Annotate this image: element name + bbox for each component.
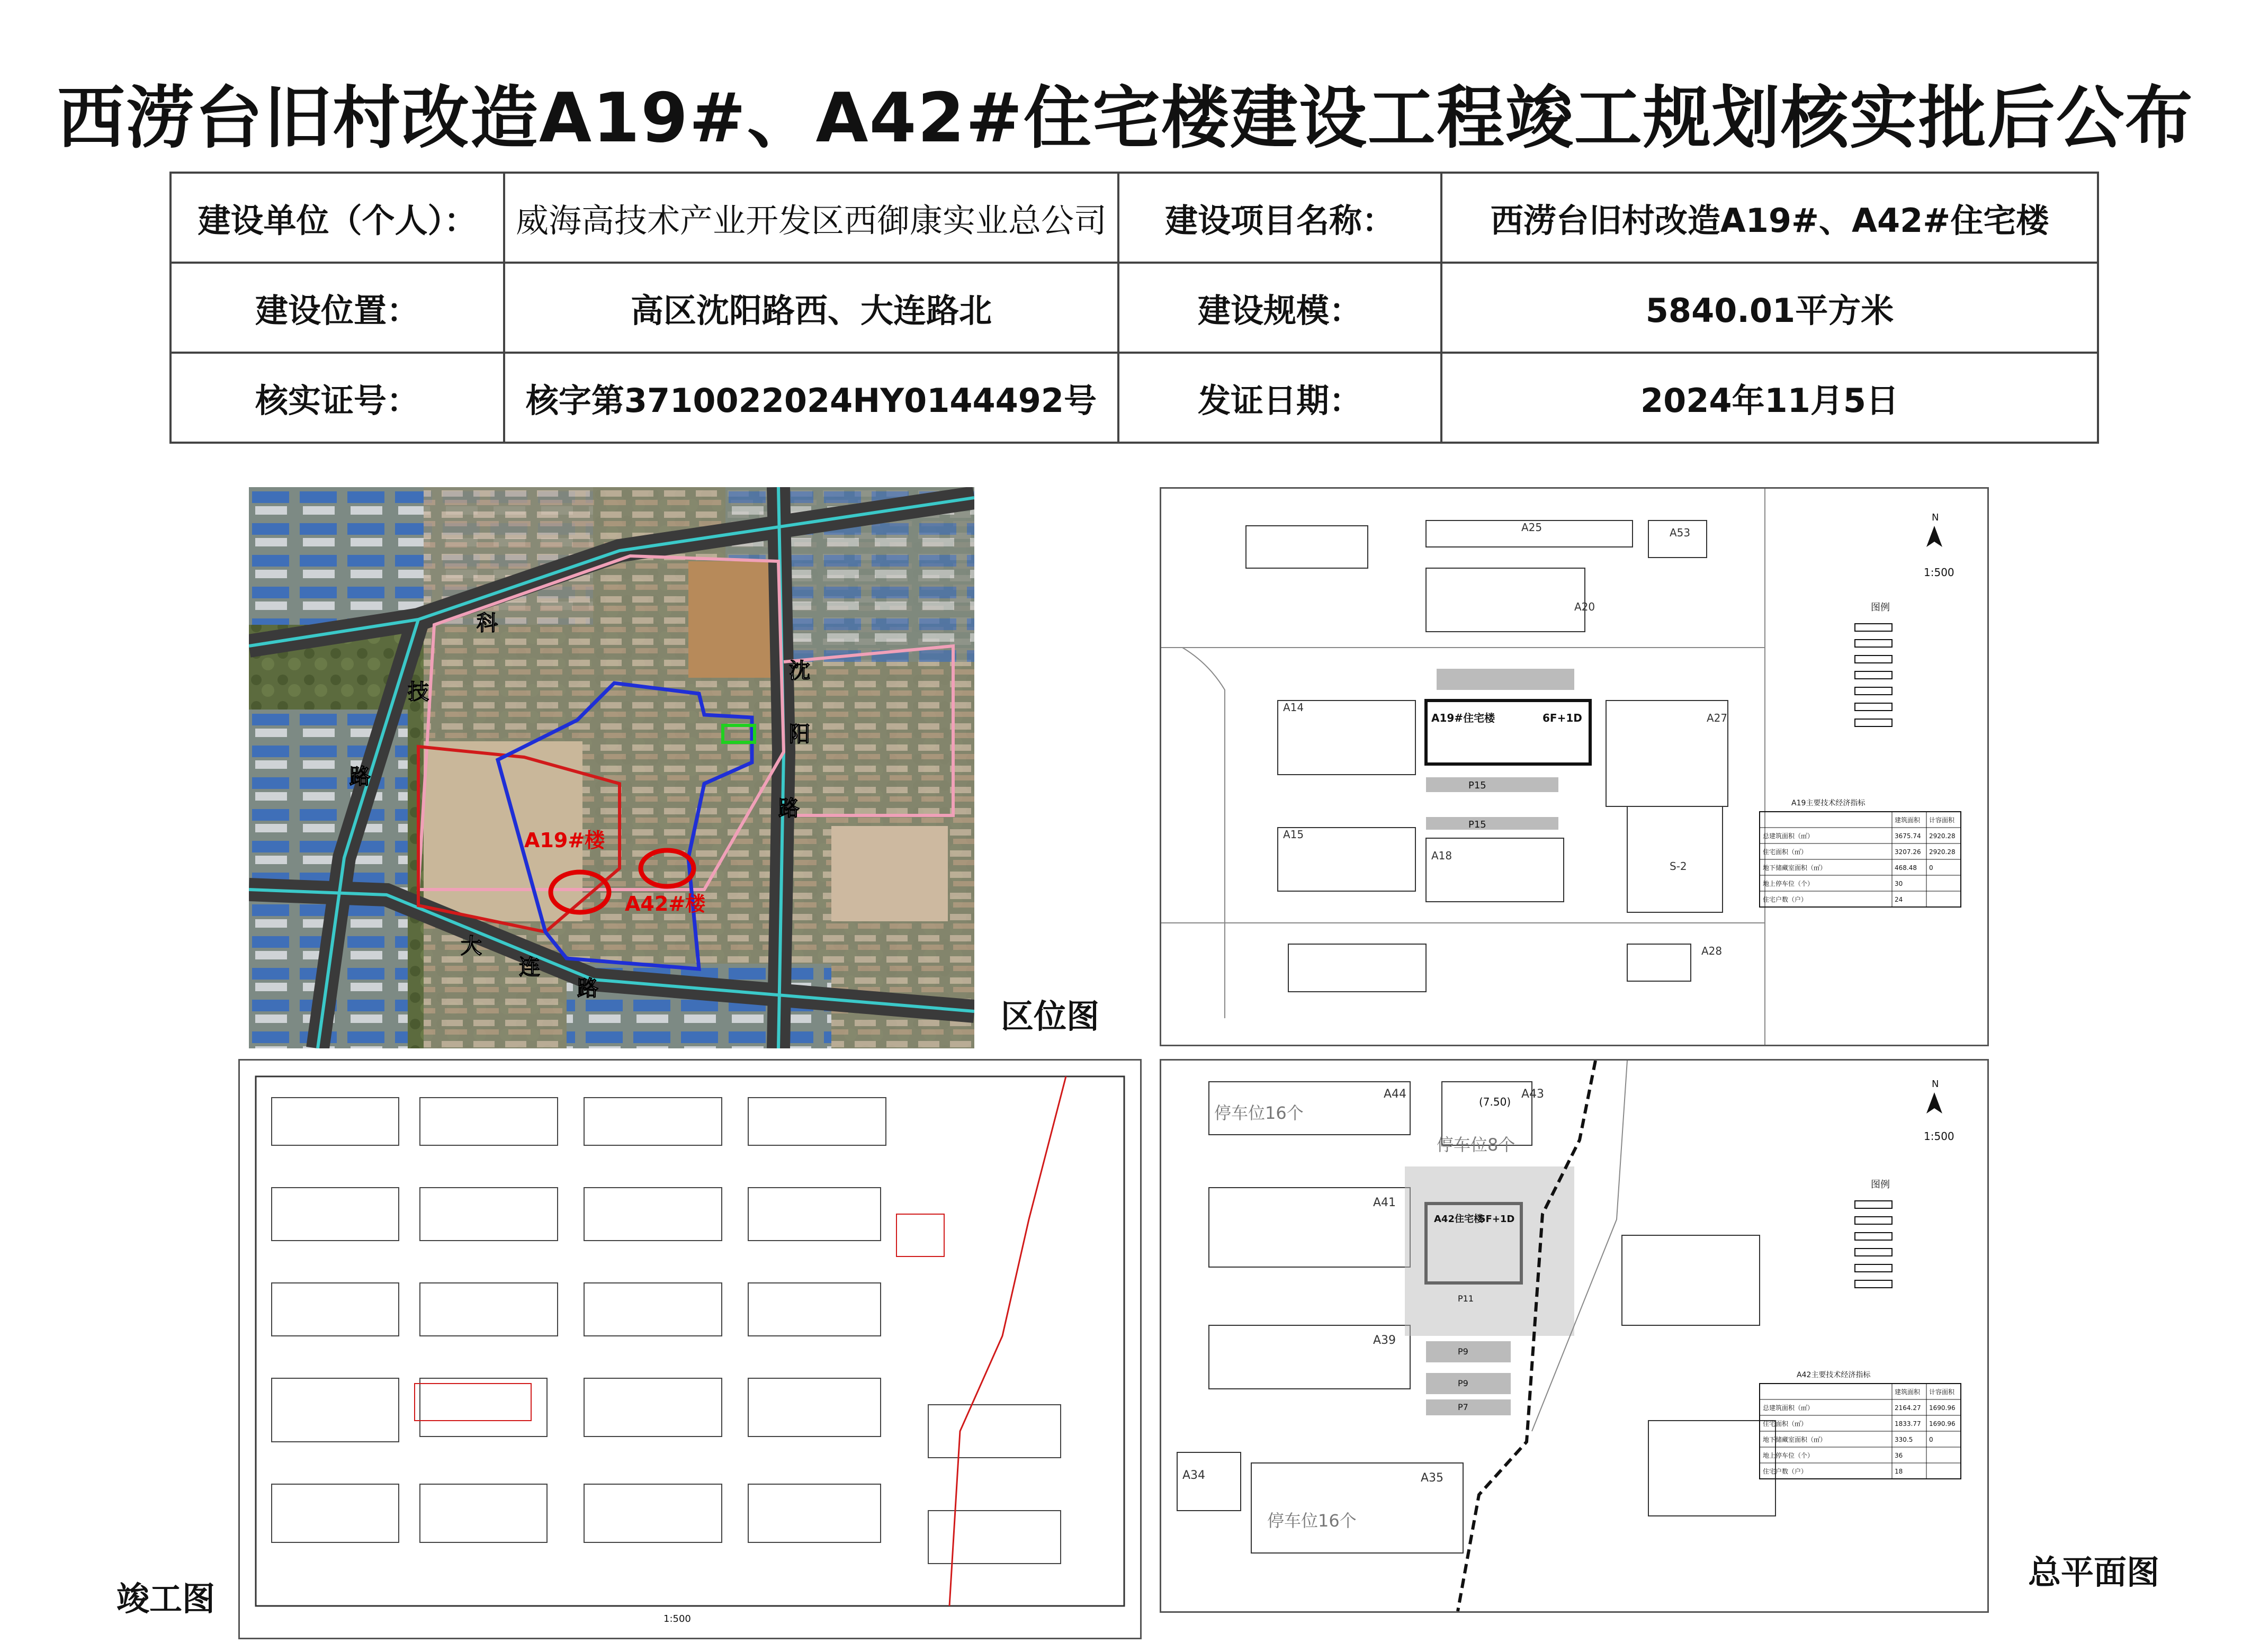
- road-label: 技: [408, 680, 429, 704]
- stats-header: 建筑面积: [1895, 816, 1921, 824]
- site-plan-a19[interactable]: [1160, 487, 1989, 1046]
- stats-header: 计容面积: [1929, 1388, 1955, 1396]
- stats-table: [1760, 798, 1961, 907]
- road-label: 科: [477, 611, 498, 635]
- stats-item: 地下储藏室面积（㎡）: [1763, 864, 1827, 872]
- site-plan-a19-drawing: [1161, 489, 1987, 1045]
- location-map-caption: 区位图: [1001, 997, 1100, 1036]
- legend-swatches: [1855, 1201, 1892, 1288]
- stats-value: 1690.96: [1929, 1404, 1956, 1412]
- info-value: 2024年11月5日: [1441, 353, 2098, 443]
- north-label: N: [1932, 512, 1939, 523]
- location-map-image: [249, 487, 974, 1048]
- parking-text: 停车位16个: [1267, 1511, 1357, 1531]
- stats-item: 地下储藏室面积（㎡）: [1763, 1436, 1827, 1443]
- road-label: 连: [519, 955, 540, 980]
- info-row: [171, 263, 2098, 353]
- scale-label: 1:500: [1924, 566, 1954, 579]
- stats-item: 地上停车位（个）: [1763, 880, 1814, 887]
- stats-item: 总建筑面积（㎡）: [1763, 832, 1814, 840]
- info-value: 西涝台旧村改造A19#、A42#住宅楼: [1441, 173, 2098, 263]
- road-label: 沈: [789, 659, 810, 683]
- stats-value: 1690.96: [1929, 1420, 1956, 1427]
- stats-table: [1760, 1370, 1961, 1479]
- a19-label: A19#楼: [524, 829, 605, 852]
- building-label: A28: [1701, 945, 1723, 957]
- a42-label: A42#楼: [625, 892, 706, 915]
- stats-header: 计容面积: [1929, 816, 1955, 824]
- site-plan-a42[interactable]: [1160, 1059, 1989, 1613]
- stats-title: A19主要技术经济指标: [1791, 799, 1866, 807]
- stats-item: 住宅面积（㎡）: [1763, 848, 1808, 856]
- legend-title: 图例: [1871, 602, 1890, 613]
- info-table: [169, 172, 2099, 444]
- north-arrow-icon: [1926, 1092, 1942, 1114]
- info-value: 高区沈阳路西、大连路北: [504, 263, 1118, 353]
- stats-value: 24: [1895, 896, 1903, 903]
- info-value: 威海高技术产业开发区西御康实业总公司: [504, 173, 1118, 263]
- building-label: A20: [1574, 600, 1595, 613]
- info-value: 核字第3710022024HY0144492号: [504, 353, 1118, 443]
- stats-value: 36: [1895, 1452, 1903, 1459]
- info-label: 建设项目名称：: [1118, 173, 1441, 263]
- stats-value: 2920.28: [1929, 848, 1956, 856]
- site-plan-a42-drawing: [1161, 1061, 1987, 1611]
- elevation-label: (7.50): [1479, 1096, 1511, 1108]
- info-label: 建设位置：: [171, 263, 504, 353]
- road-label: 路: [349, 765, 371, 789]
- info-row: [171, 353, 2098, 443]
- building-label: A18: [1431, 849, 1452, 862]
- stats-header: 建筑面积: [1895, 1388, 1921, 1396]
- stats-item: 住宅户数（户）: [1763, 1468, 1808, 1475]
- scale-label: 1:500: [1924, 1130, 1954, 1143]
- legend-swatches: [1855, 624, 1892, 726]
- highlight-building-label: A42住宅楼: [1434, 1214, 1483, 1225]
- highlight-building-label: A19#住宅楼: [1431, 712, 1495, 724]
- building-label: A25: [1521, 521, 1542, 534]
- parking-label: P9: [1458, 1378, 1468, 1388]
- road-label: 大: [461, 934, 482, 958]
- legend-title: 图例: [1871, 1179, 1890, 1190]
- parking-label: P7: [1458, 1402, 1468, 1412]
- stats-item: 地上停车位（个）: [1763, 1452, 1814, 1459]
- floors-label: 6F+1D: [1542, 712, 1582, 724]
- floors-label: 5F+1D: [1479, 1214, 1515, 1225]
- building-label: A35: [1421, 1471, 1444, 1485]
- stats-item: 住宅户数（户）: [1763, 896, 1808, 903]
- stats-item: 住宅面积（㎡）: [1763, 1420, 1808, 1427]
- building-label: A27: [1707, 712, 1728, 724]
- parking-text: 停车位8个: [1437, 1135, 1515, 1155]
- completion-plan-caption: 竣工图: [116, 1579, 216, 1618]
- parking-label: P15: [1468, 780, 1486, 791]
- stats-value: 330.5: [1895, 1436, 1913, 1443]
- parking-label: P9: [1458, 1346, 1468, 1357]
- building-label: A34: [1182, 1469, 1206, 1482]
- north-label: N: [1932, 1079, 1939, 1090]
- scale-label: 1:500: [663, 1613, 691, 1624]
- info-value: 5840.01平方米: [1441, 263, 2098, 353]
- building-label: S-2: [1670, 860, 1687, 873]
- stats-value: 0: [1929, 1436, 1933, 1443]
- parking-label: P15: [1468, 819, 1486, 830]
- info-label: 核实证号：: [171, 353, 504, 443]
- completion-plan-drawing: [240, 1061, 1140, 1638]
- parking-text: 停车位16个: [1214, 1103, 1304, 1123]
- completion-plan[interactable]: [238, 1059, 1142, 1639]
- parking-label: P11: [1458, 1294, 1474, 1304]
- location-map[interactable]: [249, 487, 974, 1048]
- info-label: 建设单位（个人）：: [171, 173, 504, 263]
- north-arrow-icon: [1926, 526, 1942, 547]
- stats-value: 30: [1895, 880, 1903, 887]
- building-label: A53: [1670, 526, 1691, 539]
- stats-value: 1833.77: [1895, 1420, 1921, 1427]
- road-label: 路: [577, 976, 598, 1001]
- building-label: A14: [1283, 701, 1304, 714]
- stats-value: 3207.26: [1895, 848, 1921, 856]
- page-title: 西涝台旧村改造A19#、A42#住宅楼建设工程竣工规划核实批后公布: [57, 79, 2194, 158]
- building-label: A44: [1384, 1088, 1407, 1101]
- stats-value: 0: [1929, 864, 1933, 872]
- stats-value: 2164.27: [1895, 1404, 1921, 1412]
- stats-value: 3675.74: [1895, 832, 1921, 840]
- building-label: A39: [1373, 1334, 1396, 1347]
- info-label: 建设规模：: [1118, 263, 1441, 353]
- building-label: A43: [1521, 1088, 1545, 1101]
- site-plan-caption: 总平面图: [2028, 1553, 2160, 1592]
- info-label: 发证日期：: [1118, 353, 1441, 443]
- stats-value: 18: [1895, 1468, 1903, 1475]
- building-label: A41: [1373, 1196, 1396, 1209]
- road-label: 路: [778, 796, 800, 821]
- stats-value: 2920.28: [1929, 832, 1956, 840]
- stats-title: A42主要技术经济指标: [1797, 1371, 1871, 1379]
- stats-value: 468.48: [1895, 864, 1917, 872]
- road-label: 阳: [789, 722, 810, 747]
- building-label: A15: [1283, 828, 1304, 841]
- stats-item: 总建筑面积（㎡）: [1763, 1404, 1814, 1412]
- info-row: [171, 173, 2098, 263]
